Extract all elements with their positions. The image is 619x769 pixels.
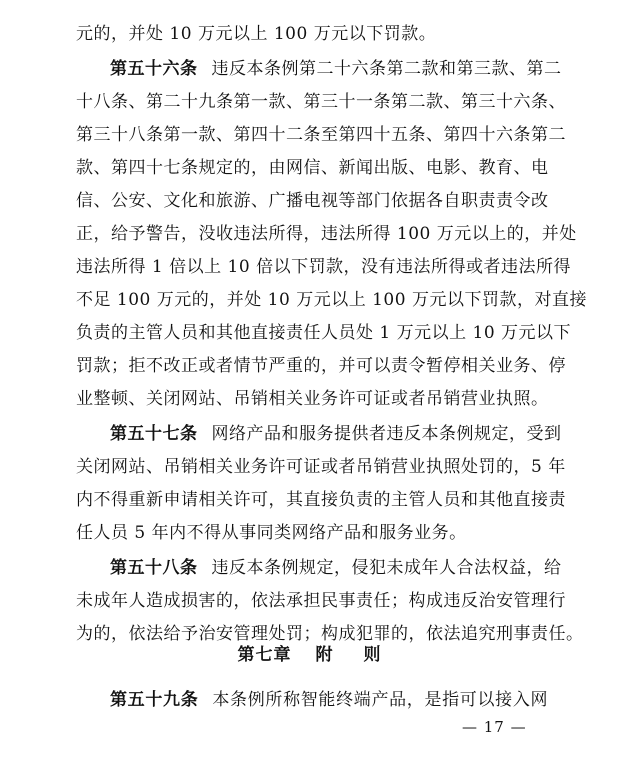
- page-number: — 17 —: [462, 718, 527, 736]
- text-line: 罚款；拒不改正或者情节严重的，并可以责令暂停相关业务、停: [76, 356, 566, 376]
- article-57-heading: 第五十七条: [110, 424, 198, 444]
- text-line: 任人员 5 年内不得从事同类网络产品和服务业务。: [76, 523, 467, 543]
- text-line: 违反本条例规定，侵犯未成年人合法权益，给: [211, 558, 562, 578]
- article-59-heading: 第五十九条: [110, 690, 199, 710]
- text-line: 款、第四十七条规定的，由网信、新闻出版、电影、教育、电: [76, 158, 549, 178]
- text-line: 元的，并处 10 万元以上 100 万元以下罚款。: [76, 24, 437, 44]
- text-line: 违法所得 1 倍以上 10 倍以下罚款，没有违法所得或者违法所得: [76, 257, 572, 277]
- article-56-heading: 第五十六条: [110, 59, 198, 79]
- chapter-title-part1: 附: [315, 645, 334, 665]
- text-line: 不足 100 万元的，并处 10 万元以上 100 万元以下罚款，对直接: [76, 290, 587, 310]
- text-line: 负责的主管人员和其他直接责任人员处 1 万元以上 10 万元以下: [76, 323, 572, 343]
- article-58-heading: 第五十八条: [110, 558, 198, 578]
- text-line: 内不得重新申请相关许可，其直接负责的主管人员和其他直接责: [76, 490, 566, 510]
- text-line: 正，给予警告，没收违法所得，违法所得 100 万元以上的，并处: [76, 224, 577, 244]
- text-line: 本条例所称智能终端产品，是指可以接入网: [212, 690, 549, 710]
- chapter-title-part2: 则: [363, 645, 382, 665]
- text-line: 违反本条例第二十六条第二款和第三款、第二: [211, 59, 562, 79]
- text-line: 信、公安、文化和旅游、广播电视等部门依据各自职责责令改: [76, 191, 549, 211]
- chapter-number: 第七章: [237, 645, 292, 665]
- text-line: 为的，依法给予治安管理处罚；构成犯罪的，依法追究刑事责任。: [76, 624, 584, 644]
- article-57-paragraph: [110, 419, 562, 449]
- article-59-paragraph: [110, 685, 548, 715]
- article-58-paragraph: [110, 553, 562, 583]
- text-line: 第三十八条第一款、第四十二条至第四十五条、第四十六条第二: [76, 125, 566, 145]
- text-line: 关闭网站、吊销相关业务许可证或者吊销营业执照处罚的，5 年: [76, 457, 566, 477]
- article-56-paragraph: [110, 54, 562, 84]
- chapter-heading: [0, 640, 619, 670]
- text-line: 网络产品和服务提供者违反本条例规定，受到: [211, 424, 562, 444]
- text-line: 业整顿、关闭网站、吊销相关业务许可证或者吊销营业执照。: [76, 389, 549, 409]
- text-line: 未成年人造成损害的，依法承担民事责任；构成违反治安管理行: [76, 591, 566, 611]
- text-line: 十八条、第二十九条第一款、第三十一条第二款、第三十六条、: [76, 92, 566, 112]
